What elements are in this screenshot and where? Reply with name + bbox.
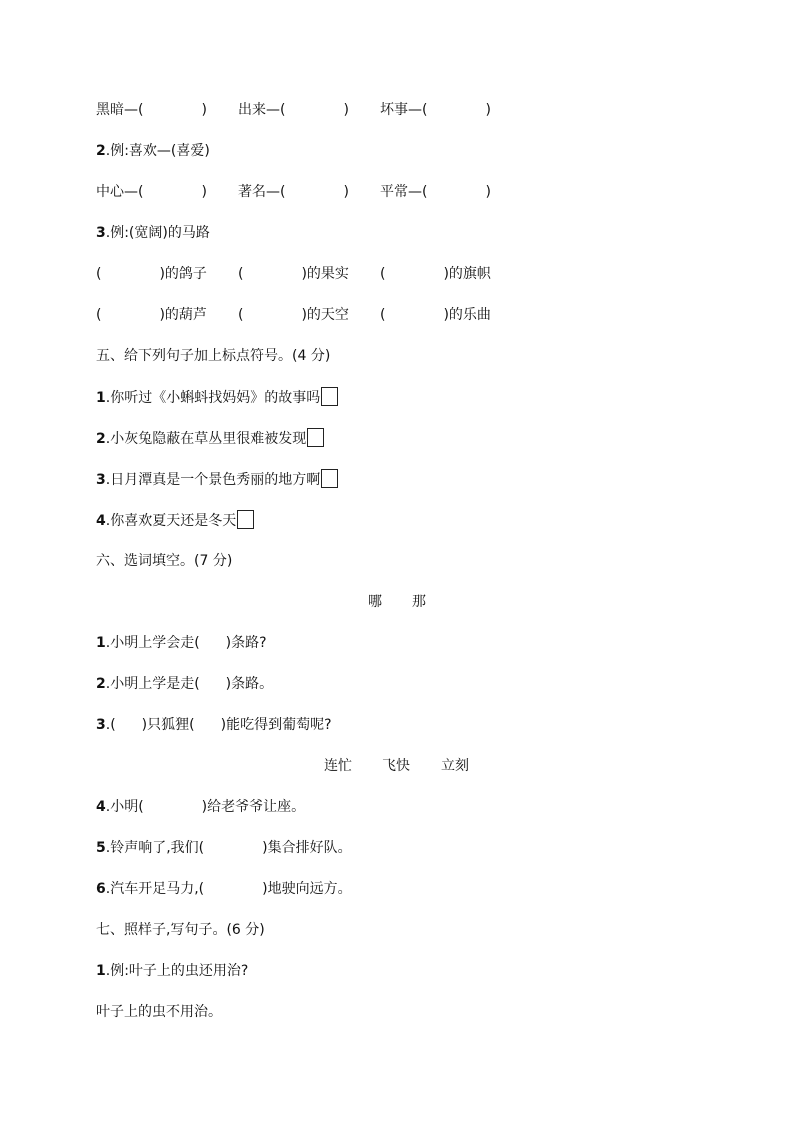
- fill-item: [96, 264, 207, 284]
- example-text: .例:喜欢—(喜爱): [105, 143, 210, 159]
- fill-item: [96, 305, 207, 325]
- paren-open: (: [96, 307, 102, 323]
- synonym-item-1: [96, 182, 207, 202]
- synonym-word: 中心—(: [96, 184, 144, 200]
- question-number: 1: [96, 963, 106, 979]
- choice-word: 那: [412, 594, 426, 610]
- sentence-post: )条路?: [225, 635, 267, 651]
- sentence-text: .小灰兔隐蔽在草丛里很难被发现: [105, 431, 307, 447]
- antonym-item-3: [380, 100, 491, 120]
- example-text: .例:叶子上的虫还用治?: [105, 963, 249, 979]
- paren-close: ): [343, 184, 349, 200]
- sentence-mid: )只狐狸(: [141, 717, 195, 733]
- paren-close: ): [485, 102, 491, 118]
- paren-open: (: [380, 307, 386, 323]
- example-text: .例:(宽阔)的马路: [105, 225, 210, 241]
- fill-item: [238, 264, 349, 284]
- question-number: 2: [96, 431, 106, 447]
- paren-open: (: [238, 266, 244, 282]
- phrase-tail: )的乐曲: [443, 307, 491, 323]
- question-number: 1: [96, 635, 106, 651]
- question-number: 4: [96, 513, 106, 529]
- synonym-word: 著名—(: [238, 184, 286, 200]
- fill-sentence-3: [96, 715, 332, 735]
- sentence-post: )给老爷爷让座。: [201, 799, 306, 815]
- section-5-title: 五、给下列句子加上标点符号。(4 分): [96, 348, 331, 364]
- phrase-tail: )的葫芦: [159, 307, 207, 323]
- paren-close: ): [343, 102, 349, 118]
- fill-item: [238, 305, 349, 325]
- punctuation-item-4: [96, 510, 254, 530]
- synonym-word: 平常—(: [380, 184, 428, 200]
- sentence-post: )地驶向远方。: [262, 881, 352, 897]
- punctuation-answer-box[interactable]: [307, 428, 324, 447]
- question-number: 1: [96, 390, 106, 406]
- sentence-pre: .小明上学会走(: [105, 635, 200, 651]
- question-number: 3: [96, 717, 106, 733]
- sentence-post: )集合排好队。: [262, 840, 352, 856]
- section-7-title: 七、照样子,写句子。(6 分): [96, 922, 265, 938]
- question-number: 2: [96, 143, 106, 159]
- phrase-tail: )的鸽子: [159, 266, 207, 282]
- fill-sentence-1: [96, 633, 267, 653]
- q2-example: [96, 141, 210, 161]
- antonym-item-1: [96, 100, 207, 120]
- question-number: 2: [96, 676, 106, 692]
- q3-example: [96, 223, 210, 243]
- question-number: 4: [96, 799, 106, 815]
- antonym-word: 坏事—(: [380, 102, 428, 118]
- question-number: 6: [96, 881, 106, 897]
- phrase-tail: )的旗帜: [443, 266, 491, 282]
- synonym-item-3: [380, 182, 491, 202]
- punctuation-answer-box[interactable]: [237, 510, 254, 529]
- paren-close: ): [201, 102, 207, 118]
- question-number: 3: [96, 472, 106, 488]
- fill-item: [380, 305, 491, 325]
- sentence-text: .日月潭真是一个景色秀丽的地方啊: [105, 472, 321, 488]
- synonym-item-2: [238, 182, 349, 202]
- sentence-pre: .汽车开足马力,(: [105, 881, 205, 897]
- sentence-pre: .(: [105, 717, 116, 733]
- fill-sentence-6: [96, 879, 352, 899]
- word-choices-1: [368, 592, 448, 612]
- sentence-pre: .铃声响了,我们(: [105, 840, 205, 856]
- punctuation-item-1: [96, 387, 338, 407]
- paren-close: ): [485, 184, 491, 200]
- fill-item: [380, 264, 491, 284]
- phrase-tail: )的果实: [301, 266, 349, 282]
- paren-open: (: [96, 266, 102, 282]
- paren-open: (: [238, 307, 244, 323]
- word-choices-2: [324, 756, 484, 776]
- fill-sentence-4: [96, 797, 305, 817]
- antonym-item-2: [238, 100, 349, 120]
- choice-word: 哪: [368, 594, 382, 610]
- sentence-text: .你听过《小蝌蚪找妈妈》的故事吗: [105, 390, 321, 406]
- sentence-pre: .小明上学是走(: [105, 676, 200, 692]
- sentence-pre: .小明(: [105, 799, 144, 815]
- sentence-post: )条路。: [225, 676, 274, 692]
- punctuation-answer-box[interactable]: [321, 387, 338, 406]
- rewrite-answer: 叶子上的虫不用治。: [96, 1004, 222, 1020]
- question-number: 3: [96, 225, 106, 241]
- paren-open: (: [380, 266, 386, 282]
- phrase-tail: )的天空: [301, 307, 349, 323]
- sentence-post: )能吃得到葡萄呢?: [220, 717, 332, 733]
- question-number: 5: [96, 840, 106, 856]
- fill-sentence-2: [96, 674, 273, 694]
- punctuation-answer-box[interactable]: [321, 469, 338, 488]
- punctuation-item-2: [96, 428, 324, 448]
- fill-sentence-5: [96, 838, 352, 858]
- antonym-word: 出来—(: [238, 102, 286, 118]
- antonym-word: 黑暗—(: [96, 102, 144, 118]
- choice-word: 飞快: [382, 758, 410, 774]
- choice-word: 连忙: [324, 758, 352, 774]
- paren-close: ): [201, 184, 207, 200]
- punctuation-item-3: [96, 469, 338, 489]
- rewrite-example: [96, 961, 248, 981]
- choice-word: 立刻: [441, 758, 469, 774]
- section-6-title: 六、选词填空。(7 分): [96, 553, 233, 569]
- sentence-text: .你喜欢夏天还是冬天: [105, 513, 237, 529]
